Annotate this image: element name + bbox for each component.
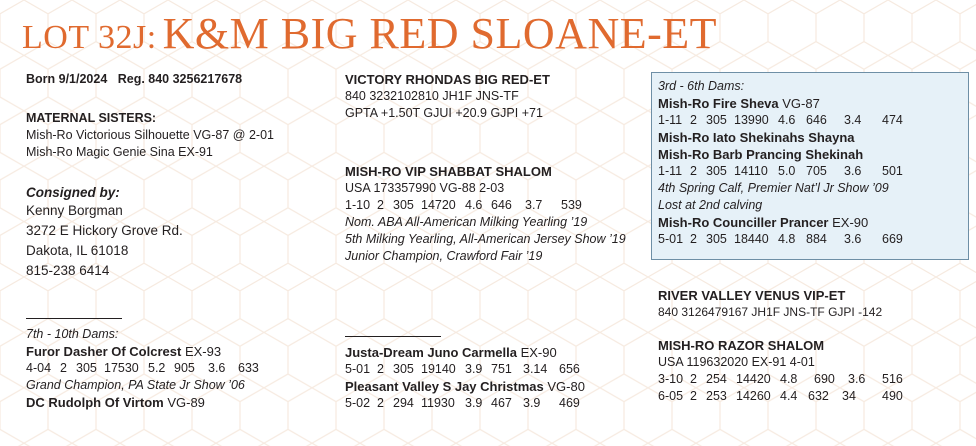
record-value: 632	[808, 389, 829, 403]
production-record	[658, 388, 903, 405]
record-value: 469	[559, 396, 580, 410]
classification: VG-80	[547, 379, 585, 394]
pedigree-dam-name: Justa-Dream Juno Carmella EX-90	[345, 345, 557, 360]
record-value: 2	[60, 361, 67, 375]
show-honor: Junior Champion, Crawford Fair ’19	[345, 249, 543, 263]
record-value: 2	[690, 232, 697, 246]
production-record	[658, 112, 903, 129]
record-value: 6-05	[658, 389, 684, 403]
record-value: 474	[882, 113, 903, 127]
record-value: 656	[559, 362, 580, 376]
record-value: 305	[706, 232, 727, 246]
record-value: 4-04	[26, 361, 52, 375]
record-value: 646	[806, 113, 827, 127]
record-value: 13990	[734, 113, 769, 127]
record-value: 305	[706, 164, 727, 178]
record-value: 2	[690, 372, 697, 386]
record-value: 690	[814, 372, 835, 386]
maternal-sisters-heading: MATERNAL SISTERS:	[26, 111, 157, 125]
record-value: 254	[706, 372, 727, 386]
record-value: 1-11	[658, 164, 683, 178]
left-column	[26, 71, 242, 88]
record-value: 253	[706, 389, 727, 403]
pedigree-dam-name: Mish-Ro Iato Shekinahs Shayna	[658, 130, 855, 145]
granddam-registration: USA 119632020 EX-91 4-01	[658, 355, 815, 369]
record-value: 34	[842, 389, 856, 403]
maternal-sister: Mish-Ro Victorious Silhouette VG-87 @ 2-01	[26, 128, 274, 142]
record-value: 4.6	[778, 113, 796, 127]
sire-registration: 840 3232102810 JH1F JNS-TF	[345, 89, 519, 103]
dams-3-6-heading: 3rd - 6th Dams:	[658, 79, 745, 93]
classification: EX-90	[832, 215, 869, 230]
maternal-sisters	[26, 110, 274, 161]
production-record	[345, 197, 626, 214]
sire-block	[345, 71, 550, 122]
dams-3-6-content	[658, 78, 903, 248]
animal-name: K&M BIG RED SLOANE-ET	[162, 9, 718, 58]
record-value: 17530	[104, 361, 139, 375]
dams-7-10	[26, 326, 259, 411]
record-value: 5.2	[148, 361, 166, 375]
pedigree-dam-name: Mish-Ro Fire Sheva VG-87	[658, 96, 820, 111]
record-value: 705	[806, 164, 827, 178]
consignor-block	[26, 184, 183, 281]
production-record	[658, 231, 903, 248]
record-value: 305	[76, 361, 97, 375]
consignor-phone: 815-238 6414	[26, 263, 110, 278]
show-honor: Lost at 2nd calving	[658, 198, 763, 212]
record-value: 4.8	[778, 232, 796, 246]
record-value: 305	[393, 198, 414, 212]
show-honor: Nom. ABA All-American Milking Yearling ’19	[345, 215, 588, 229]
birth-registration-line	[26, 71, 242, 88]
record-value: 467	[491, 396, 512, 410]
record-value: 305	[393, 362, 414, 376]
birth-date: Born 9/1/2024	[26, 72, 108, 86]
record-value: 11930	[421, 396, 455, 410]
maternal-grandsire-registration: 840 3126479167 JH1F JNS-TF GJPI -142	[658, 305, 883, 319]
record-value: 2	[690, 164, 697, 178]
record-value: 5-02	[345, 396, 371, 410]
record-value: 905	[174, 361, 195, 375]
show-honor: Grand Champion, PA State Jr Show ’06	[26, 378, 245, 392]
consignor-heading: Consigned by:	[26, 185, 120, 200]
production-record	[26, 360, 259, 377]
lot-title	[22, 8, 717, 59]
record-value: 539	[561, 198, 582, 212]
record-value: 294	[393, 396, 414, 410]
record-value: 3.6	[844, 232, 862, 246]
production-record	[345, 361, 585, 378]
middle-bottom-dams	[345, 344, 585, 412]
record-value: 5-01	[658, 232, 684, 246]
sire-genomics: GPTA +1.50T GJUI +20.9 GJPI +71	[345, 106, 543, 120]
production-record	[345, 395, 585, 412]
record-value: 5-01	[345, 362, 371, 376]
record-value: 3.6	[844, 164, 862, 178]
record-value: 3.7	[525, 198, 543, 212]
classification: EX-90	[520, 345, 557, 360]
production-record	[658, 163, 903, 180]
show-honor: 4th Spring Calf, Premier Nat’l Jr Show ’09	[658, 181, 889, 195]
record-value: 3.4	[844, 113, 862, 127]
maternal-sister: Mish-Ro Magic Genie Sina EX-91	[26, 145, 213, 159]
record-value: 3.9	[523, 396, 541, 410]
production-record	[658, 371, 903, 388]
classification: VG-89	[167, 395, 205, 410]
record-value: 14420	[736, 372, 771, 386]
divider-rule	[345, 336, 441, 337]
dam-registration: USA 173357990 VG-88 2-03	[345, 181, 505, 195]
record-value: 516	[882, 372, 903, 386]
record-value: 14720	[421, 198, 456, 212]
record-value: 2	[377, 362, 384, 376]
record-value: 633	[238, 361, 259, 375]
record-value: 1-10	[345, 198, 371, 212]
pedigree-dam-name: DC Rudolph Of Virtom VG-89	[26, 395, 205, 410]
dam-name: MISH-RO VIP SHABBAT SHALOM	[345, 164, 552, 179]
consignor-city: Dakota, IL 61018	[26, 243, 129, 258]
lot-number: LOT 32J:	[22, 19, 157, 56]
record-value: 2	[690, 389, 697, 403]
record-value: 3.6	[848, 372, 866, 386]
record-value: 884	[806, 232, 827, 246]
record-value: 3.6	[208, 361, 226, 375]
record-value: 5.0	[778, 164, 796, 178]
record-value: 669	[882, 232, 903, 246]
sire-name: VICTORY RHONDAS BIG RED-ET	[345, 72, 550, 87]
granddam-block	[658, 337, 903, 405]
consignor-address: 3272 E Hickory Grove Rd.	[26, 223, 183, 238]
maternal-grandsire-block	[658, 287, 882, 321]
record-value: 501	[882, 164, 903, 178]
show-honor: 5th Milking Yearling, All-American Jersey Show ’19	[345, 232, 626, 246]
pedigree-dam-name: Mish-Ro Counciller Prancer EX-90	[658, 215, 869, 230]
classification: EX-93	[184, 344, 222, 359]
pedigree-dam-name: Pleasant Valley S Jay Christmas VG-80	[345, 379, 585, 394]
record-value: 4.8	[780, 372, 798, 386]
record-value: 3.9	[465, 396, 483, 410]
record-value: 751	[491, 362, 512, 376]
record-value: 2	[377, 396, 384, 410]
granddam-name: MISH-RO RAZOR SHALOM	[658, 338, 825, 353]
pedigree-dam-name: Furor Dasher Of Colcrest EX-93	[26, 344, 222, 359]
record-value: 646	[491, 198, 512, 212]
record-value: 3.14	[523, 362, 548, 376]
divider-rule	[26, 318, 122, 319]
record-value: 4.6	[465, 198, 483, 212]
record-value: 19140	[421, 362, 456, 376]
record-value: 14260	[736, 389, 771, 403]
record-value: 490	[882, 389, 903, 403]
classification: VG-87	[782, 96, 820, 111]
record-value: 4.4	[780, 389, 798, 403]
registration-number: Reg. 840 3256217678	[117, 72, 243, 86]
pedigree-dam-name: Mish-Ro Barb Prancing Shekinah	[658, 147, 864, 162]
record-value: 2	[377, 198, 384, 212]
record-value: 2	[690, 113, 697, 127]
maternal-grandsire-name: RIVER VALLEY VENUS VIP-ET	[658, 288, 846, 303]
record-value: 305	[706, 113, 727, 127]
dams-7-10-heading: 7th - 10th Dams:	[26, 327, 119, 341]
record-value: 3-10	[658, 372, 684, 386]
record-value: 14110	[734, 164, 768, 178]
record-value: 3.9	[465, 362, 483, 376]
consignor-name: Kenny Borgman	[26, 203, 123, 218]
record-value: 18440	[734, 232, 769, 246]
record-value: 1-11	[658, 113, 683, 127]
dam-block	[345, 163, 626, 265]
